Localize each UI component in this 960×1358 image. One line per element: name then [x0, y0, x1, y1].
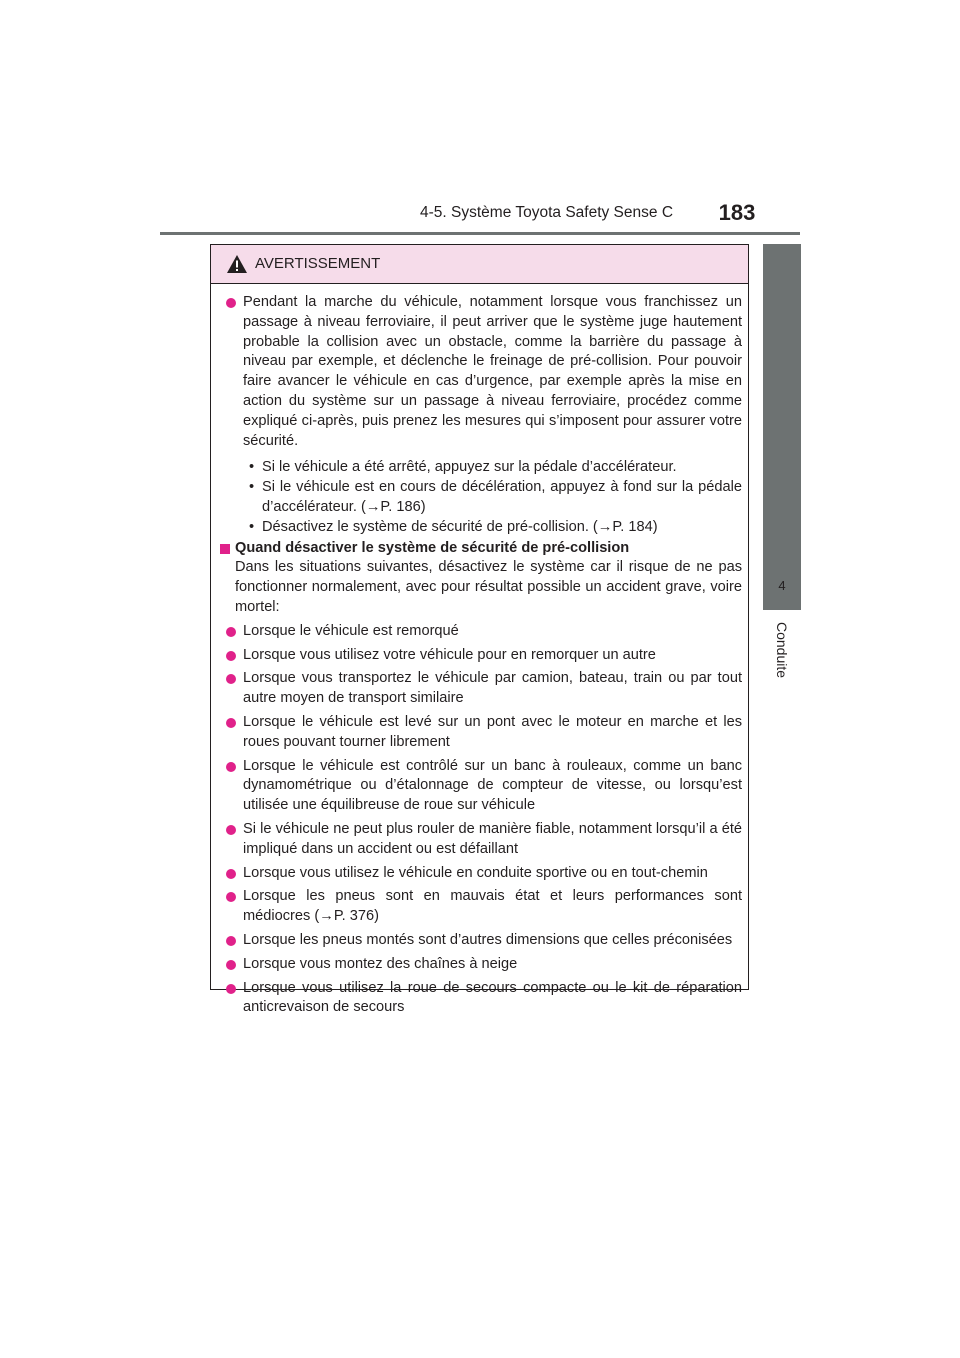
bullet-dot-icon — [226, 762, 236, 772]
page-number: 183 — [718, 200, 756, 225]
warning-triangle-icon — [226, 254, 248, 274]
bullet-dot-icon — [226, 825, 236, 835]
warning-title: AVERTISSEMENT — [255, 255, 381, 272]
warning-item-text: Pendant la marche du véhicule, notamment lorsque vous franchissez un passage à niveau ferroviaire, il peut arriver que le système juge hautement probable la collision avec un obstacle, comme la barrière du passage à niveau par exemple, et déclenche le freinage de pré-collision. Pour pouvoir faire avancer le véhicule en cas d’urgence, par exemple après la mise en action du système sur un passage à niveau ferroviaire, procédez comme expliqué ci-après, puis prenez les mesures qui s’imposent pour assurer votre sécurité. — [243, 294, 742, 449]
condition-text: Lorsque les pneus montés sont d’autres dimensions que celles préconisées — [243, 931, 733, 948]
bullet-dot-icon — [226, 936, 236, 946]
condition-text: Lorsque le véhicule est contrôlé sur un banc à rouleaux, comme un banc dynamométrique ou d’étalonnage de compteur de vitesse, ou lorsqu’est utilisée une équilibreuse de roue sur véhicule — [243, 757, 742, 814]
warning-header — [211, 245, 748, 284]
condition-item — [219, 669, 742, 709]
condition-text: Lorsque vous transportez le véhicule par camion, bateau, train ou par tout autre moyen de transport similaire — [243, 670, 742, 707]
warning-item — [219, 293, 742, 451]
condition-item — [219, 820, 742, 860]
condition-text: Lorsque vous utilisez votre véhicule pour en remorquer un autre — [243, 646, 656, 663]
condition-text: Lorsque le véhicule est levé sur un pont avec le moteur en marche et les roues pouvant tourner librement — [243, 713, 742, 750]
chapter-tab — [763, 244, 801, 610]
chapter-label: Conduite — [774, 622, 790, 679]
sub-list-item: • Désactivez le système de sécurité de pré-collision. (→P. 184) — [249, 518, 658, 535]
sub-list — [249, 458, 742, 537]
condition-text: Lorsque les pneus sont en mauvais état et leurs performances sont médiocres (→P. 376) — [243, 888, 742, 925]
condition-item — [219, 864, 742, 884]
warning-body — [211, 284, 748, 1018]
sub-list-item: • Si le véhicule est en cours de décélération, appuyez à fond sur la pédale d’accélérateur. (→P. 186) — [249, 479, 742, 515]
condition-item — [219, 887, 742, 927]
condition-text: Lorsque vous utilisez le véhicule en conduite sportive ou en tout-chemin — [243, 864, 708, 881]
warning-box — [210, 244, 749, 1016]
bullet-dot-icon — [226, 298, 236, 308]
section-title: 4-5. Système Toyota Safety Sense C — [420, 204, 674, 221]
condition-item — [219, 713, 742, 753]
section-heading-text: Quand désactiver le système de sécurité de pré-collision — [235, 539, 630, 556]
bullet-dot-icon — [226, 869, 236, 879]
condition-text: Lorsque vous montez des chaînes à neige — [243, 955, 518, 972]
condition-item — [219, 979, 742, 1019]
bullet-dot-icon — [226, 718, 236, 728]
bullet-dot-icon — [226, 960, 236, 970]
sub-item-text: Si le véhicule a été arrêté, appuyez sur la pédale d’accélérateur. — [262, 459, 677, 476]
condition-item — [219, 955, 742, 975]
condition-text: Lorsque le véhicule est remorqué — [243, 622, 459, 639]
sub-item-text: Si le véhicule est en cours de décélération, appuyez à fond sur la pédale d’accélérateur. (→P. 186) — [262, 479, 742, 515]
condition-text: Lorsque vous utilisez la roue de secours compacte ou le kit de réparation anticrevaison de secours — [243, 979, 742, 1016]
sub-item-text: Désactivez le système de sécurité de pré-collision. (→P. 184) — [262, 518, 658, 535]
chapter-number: 4 — [778, 578, 786, 593]
bullet-dot-icon — [226, 674, 236, 684]
sub-list-item: • Si le véhicule a été arrêté, appuyez sur la pédale d’accélérateur. — [249, 459, 677, 476]
condition-item — [219, 646, 742, 666]
section-heading — [219, 539, 742, 559]
condition-item — [219, 931, 742, 951]
condition-text: Si le véhicule ne peut plus rouler de manière fiable, notamment lorsqu’il a été impliqué dans un accident ou est défaillant — [243, 820, 742, 857]
section-intro: Dans les situations suivantes, désactivez le système car il risque de ne pas fonctionner normalement, avec pour résultat possible un accident grave, voire mortel: — [235, 559, 742, 615]
condition-item — [219, 757, 742, 816]
bullet-dot-icon — [226, 651, 236, 661]
condition-item — [219, 622, 742, 642]
header-rule — [160, 232, 800, 235]
bullet-dot-icon — [226, 627, 236, 637]
section-square-icon — [220, 544, 230, 554]
bullet-dot-icon — [226, 984, 236, 994]
bullet-dot-icon — [226, 892, 236, 902]
